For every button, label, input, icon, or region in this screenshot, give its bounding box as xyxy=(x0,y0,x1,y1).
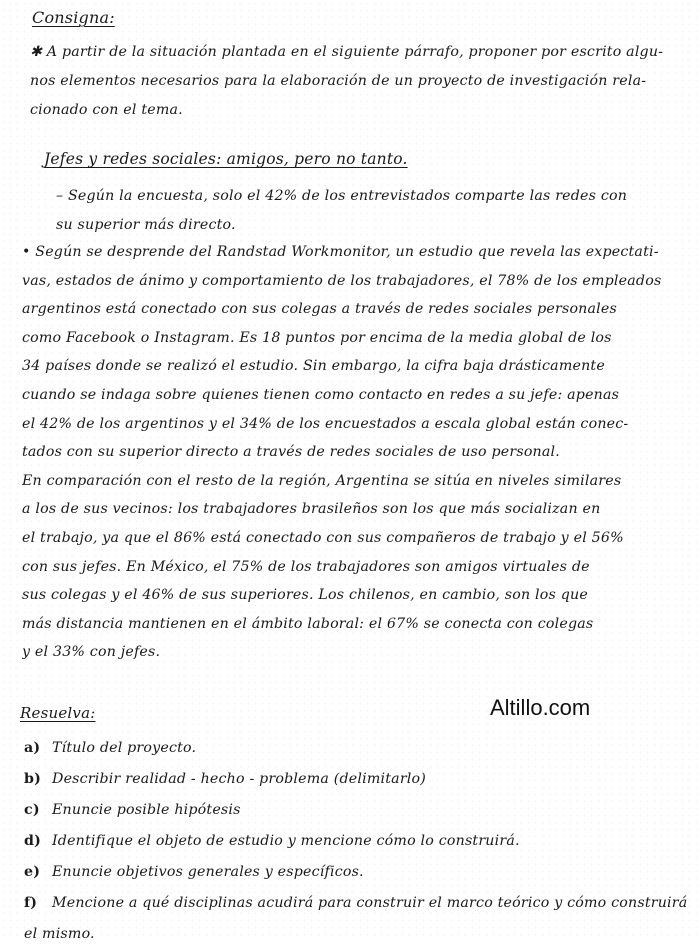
body-line: como Facebook o Instagram. Es 18 puntos por encima de la media global de los xyxy=(22,329,612,346)
task-text: Título del proyecto. xyxy=(52,740,197,756)
body-line: • Según se desprende del Randstad Workmonitor, un estudio que revela las expectati- xyxy=(22,244,659,260)
body-line: el trabajo, ya que el 86% está conectado con sus compañeros de trabajo y el 56% xyxy=(22,529,624,546)
task-list xyxy=(24,733,688,950)
task-letter: b) xyxy=(24,771,42,787)
task-continuation: el mismo. xyxy=(24,926,95,942)
task-letter: d) xyxy=(24,833,42,849)
article-title: Jefes y redes sociales: amigos, pero no tanto. xyxy=(44,150,408,168)
body-line: cuando se indaga sobre quienes tienen como contacto en redes a su jefe: apenas xyxy=(22,386,620,403)
watermark-logo: Altillo.com xyxy=(490,695,591,720)
article-subheading xyxy=(56,182,676,240)
body-line: con sus jefes. En México, el 75% de los trabajadores son amigos virtuales de xyxy=(22,558,590,575)
article-body xyxy=(22,238,682,667)
body-line: más distancia mantienen en el ámbito laboral: el 67% se conecta con colegas xyxy=(22,615,594,632)
resuelva-heading: Resuelva: xyxy=(20,704,96,722)
consigna-line: cionado con el tema. xyxy=(30,102,183,118)
body-line: 34 países donde se realizó el estudio. Sin embargo, la cifra baja drásticamente xyxy=(22,358,605,375)
task-letter: a) xyxy=(24,740,41,756)
consigna-heading: Consigna: xyxy=(32,8,115,27)
body-line: vas, estados de ánimo y comportamiento de los trabajadores, el 78% de los empleados xyxy=(22,272,662,289)
task-item xyxy=(24,826,684,857)
subheading-line: su superior más directo. xyxy=(56,217,236,233)
task-item xyxy=(24,733,684,764)
consigna-line: nos elementos necesarios para la elaboración de un proyecto de investigación rela- xyxy=(30,73,647,89)
body-line: y el 33% con jefes. xyxy=(22,644,161,661)
task-letter: e) xyxy=(24,864,41,880)
task-item xyxy=(24,857,684,888)
task-text: Enuncie objetivos generales y específicos. xyxy=(52,864,364,880)
task-text: Enuncie posible hipótesis xyxy=(52,802,241,818)
body-line: a los de sus vecinos: los trabajadores brasileños son los que más socializan en xyxy=(22,501,601,518)
task-text: Mencione a qué disciplinas acudirá para construir el marco teórico y cómo construirá xyxy=(52,895,688,911)
body-line: argentinos está conectado con sus colegas a través de redes sociales personales xyxy=(22,301,617,318)
consigna-line: ✱ A partir de la situación plantada en el siguiente párrafo, proponer por escrito algu- xyxy=(30,44,664,60)
task-letter: c) xyxy=(24,802,40,818)
consigna-text xyxy=(30,38,680,125)
task-item xyxy=(24,795,684,826)
task-text: Identifique el objeto de estudio y mencione cómo lo construirá. xyxy=(52,833,520,849)
body-line: tados con su superior directo a través de redes sociales de uso personal. xyxy=(22,444,560,461)
task-item xyxy=(24,764,684,795)
task-letter: f) xyxy=(24,895,38,911)
subheading-line: – Según la encuesta, solo el 42% de los entrevistados comparte las redes con xyxy=(56,188,628,204)
body-line: el 42% de los argentinos y el 34% de los encuestados a escala global están conec- xyxy=(22,415,629,432)
task-text: Describir realidad - hecho - problema (delimitarlo) xyxy=(52,771,427,787)
task-item xyxy=(24,888,688,919)
body-line: sus colegas y el 46% de sus superiores. Los chilenos, en cambio, son los que xyxy=(22,587,588,604)
body-line: En comparación con el resto de la región, Argentina se sitúa en niveles similares xyxy=(22,472,622,489)
